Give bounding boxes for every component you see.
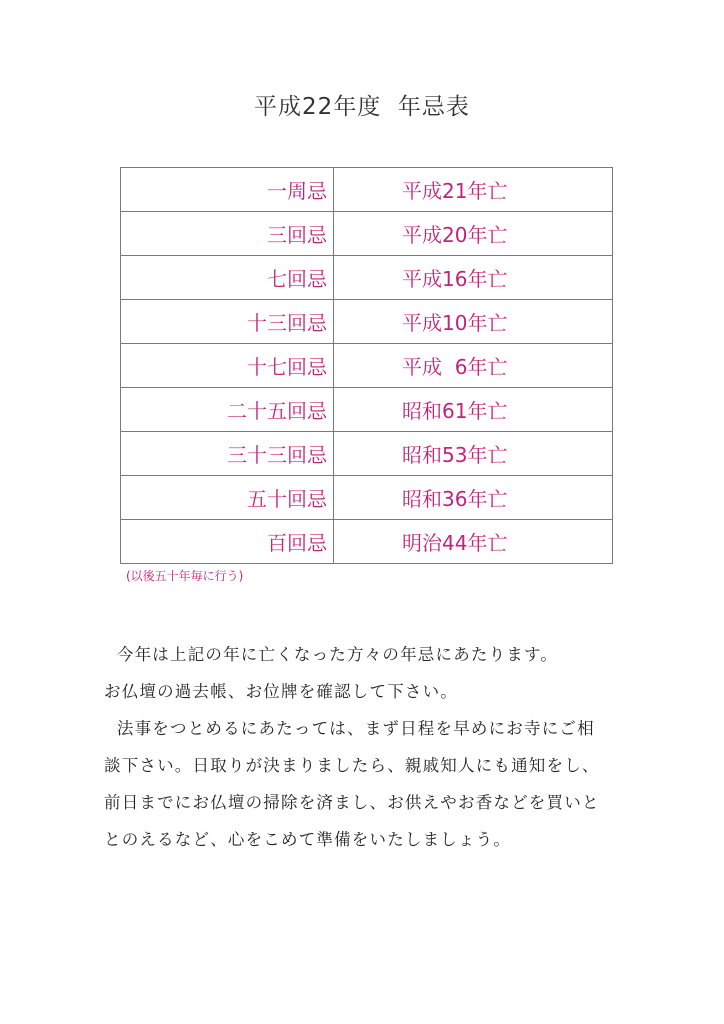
memorial-name-cell: 五十回忌 — [121, 476, 334, 520]
table-row — [121, 432, 613, 476]
death-year-cell: 平成10年亡 — [334, 300, 613, 344]
table-row — [121, 168, 613, 212]
memorial-table — [120, 167, 613, 564]
body-line: 談下さい。日取りが決まりましたら、親戚知人にも通知をし、 — [104, 756, 600, 775]
death-year-cell: 平成21年亡 — [334, 168, 613, 212]
body-line: 前日までにお仏壇の掃除を済まし、お供えやお香などを買いと — [104, 793, 600, 812]
table-row — [121, 388, 613, 432]
table-row — [121, 344, 613, 388]
death-year-cell: 昭和36年亡 — [334, 476, 613, 520]
body-line: 今年は上記の年に亡くなった方々の年忌にあたります。 — [104, 645, 559, 664]
table-row — [121, 520, 613, 564]
memorial-name-cell: 十七回忌 — [121, 344, 334, 388]
death-year-cell: 平成 6年亡 — [334, 344, 613, 388]
death-year-cell: 昭和61年亡 — [334, 388, 613, 432]
table-row — [121, 212, 613, 256]
memorial-name-cell: 三十三回忌 — [121, 432, 334, 476]
body-line: とのえるなど、心をこめて準備をいたしましょう。 — [104, 830, 512, 849]
memorial-name-cell: 二十五回忌 — [121, 388, 334, 432]
memorial-name-cell: 七回忌 — [121, 256, 334, 300]
body-line: 法事をつとめるにあたっては、まず日程を早めにお寺にご相 — [104, 719, 595, 738]
body-paragraph — [104, 636, 624, 858]
page-title: 平成22年度 年忌表 — [254, 94, 470, 120]
death-year-cell: 平成20年亡 — [334, 212, 613, 256]
memorial-name-cell: 百回忌 — [121, 520, 334, 564]
table-footnote: (以後五十年毎に行う) — [126, 569, 244, 583]
table-row — [121, 256, 613, 300]
death-year-cell: 平成16年亡 — [334, 256, 613, 300]
memorial-name-cell: 一周忌 — [121, 168, 334, 212]
death-year-cell: 明治44年亡 — [334, 520, 613, 564]
death-year-cell: 昭和53年亡 — [334, 432, 613, 476]
body-line: お仏壇の過去帳、お位牌を確認して下さい。 — [104, 682, 458, 701]
table-row — [121, 476, 613, 520]
memorial-name-cell: 十三回忌 — [121, 300, 334, 344]
table-row — [121, 300, 613, 344]
memorial-name-cell: 三回忌 — [121, 212, 334, 256]
